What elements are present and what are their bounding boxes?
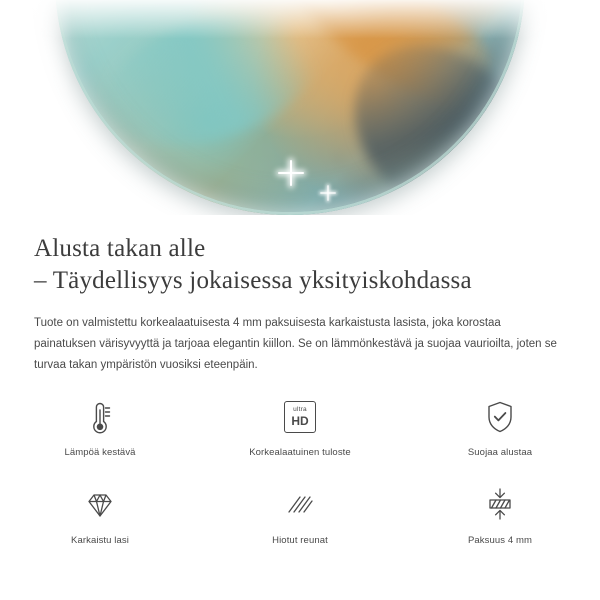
diamond-icon [82,483,118,527]
thickness-arrows-icon [482,483,518,527]
feature-item-tempered-glass [0,483,200,561]
feature-label: Lämpöä kestävä [64,447,136,458]
feature-item-print-quality [200,395,400,473]
feature-label: Paksuus 4 mm [467,535,533,546]
feature-label: Suojaa alustaa [467,447,533,458]
feature-label: Hiotut reunat [272,535,328,546]
feature-grid [0,395,600,561]
feature-item-polished-edges [200,483,400,561]
headline-line-2: – Täydellisyys jokaisessa yksityiskohdassa [34,267,472,294]
feature-item-thickness [400,483,600,561]
ultra-hd-bottom-text: HD [291,413,309,428]
feature-label: Karkaistu lasi [71,535,129,546]
ultra-hd-icon [284,395,316,439]
thermometer-icon [83,395,117,439]
text-content [0,215,600,376]
hero-image [0,0,600,215]
round-glass-panel [55,0,525,215]
feature-label: Korkealaatuinen tuloste [249,447,351,458]
page-title [0,215,600,297]
feature-item-heat-resistant [0,395,200,473]
feature-item-surface-protection [400,395,600,473]
body-paragraph: Tuote on valmistettu korkealaatuisesta 4 mm paksuisesta karkaistusta lasista, joka korostaa painatuksen värisyvyyttä ja tarjoaa elegantin kiillon. Se on lämmönkestävä ja suojaa vaurioilta, joten se turvaa takan ympäristön vuosiksi eteenpäin. [34,317,557,371]
shield-check-icon [483,395,517,439]
ultra-hd-top-text: ultra [293,406,307,414]
headline-line-1: Alusta takan alle [34,235,206,262]
polished-edges-icon [282,483,318,527]
